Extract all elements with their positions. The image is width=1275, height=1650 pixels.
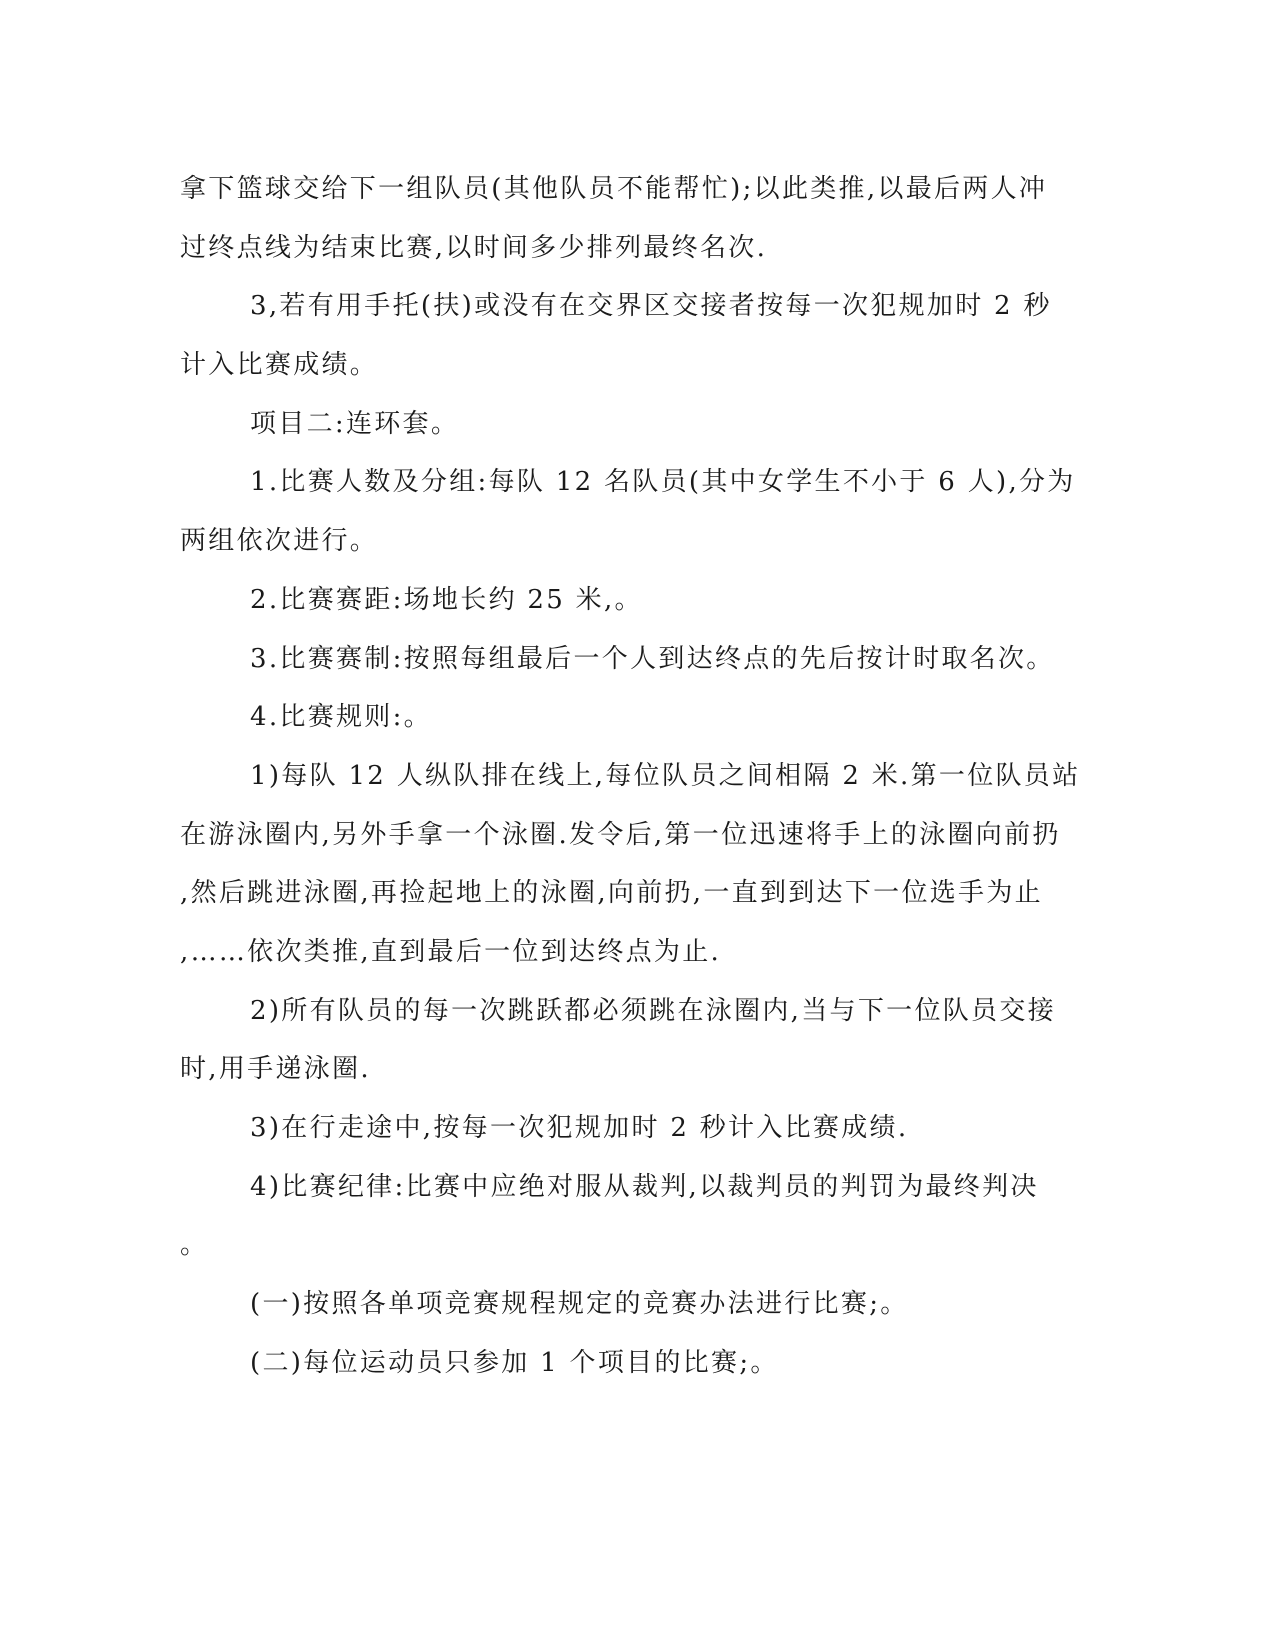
text-line: 在游泳圈内,另外手拿一个泳圈.发令后,第一位迅速将手上的泳圈向前扔 — [180, 819, 1061, 850]
text-line: 3,若有用手托(扶)或没有在交界区交接者按每一次犯规加时 2 秒 — [250, 291, 1052, 322]
text-line: 1)每队 12 人纵队排在线上,每位队员之间相隔 2 米.第一位队员站 — [250, 760, 1081, 791]
document-body — [180, 160, 1081, 1392]
text-line: 。 — [180, 1230, 209, 1261]
text-line: 两组依次进行。 — [180, 526, 379, 557]
text-line: 4)比赛纪律:比赛中应绝对服从裁判,以裁判员的判罚为最终判决 — [250, 1171, 1039, 1202]
text-line: 时,用手递泳圈. — [180, 1054, 371, 1085]
text-line: 项目二:连环套。 — [250, 408, 460, 439]
text-line: 拿下篮球交给下一组队员(其他队员不能帮忙);以此类推,以最后两人冲 — [180, 174, 1048, 204]
text-line: 3.比赛赛制:按照每组最后一个人到达终点的先后按计时取名次。 — [250, 643, 1055, 674]
text-line: ,然后跳进泳圈,再捡起地上的泳圈,向前扔,一直到到达下一位选手为止 — [180, 878, 1043, 909]
text-line: ,……依次类推,直到最后一位到达终点为止. — [180, 936, 722, 967]
text-line: 1.比赛人数及分组:每队 12 名队员(其中女学生不小于 6 人),分为 — [250, 467, 1076, 498]
text-line: 4.比赛规则:。 — [250, 702, 432, 733]
text-line: 2.比赛赛距:场地长约 25 米,。 — [250, 584, 643, 615]
text-line: 过终点线为结束比赛,以时间多少排列最终名次. — [180, 232, 768, 263]
text-line: 3)在行走途中,按每一次犯规加时 2 秒计入比赛成绩. — [250, 1113, 909, 1143]
text-line: 2)所有队员的每一次跳跃都必须跳在泳圈内,当与下一位队员交接 — [250, 995, 1056, 1026]
text-line: 计入比赛成绩。 — [180, 350, 379, 381]
text-line: (二)每位运动员只参加 1 个项目的比赛;。 — [250, 1347, 779, 1378]
text-line: (一)按照各单项竞赛规程规定的竞赛办法进行比赛;。 — [250, 1289, 909, 1320]
